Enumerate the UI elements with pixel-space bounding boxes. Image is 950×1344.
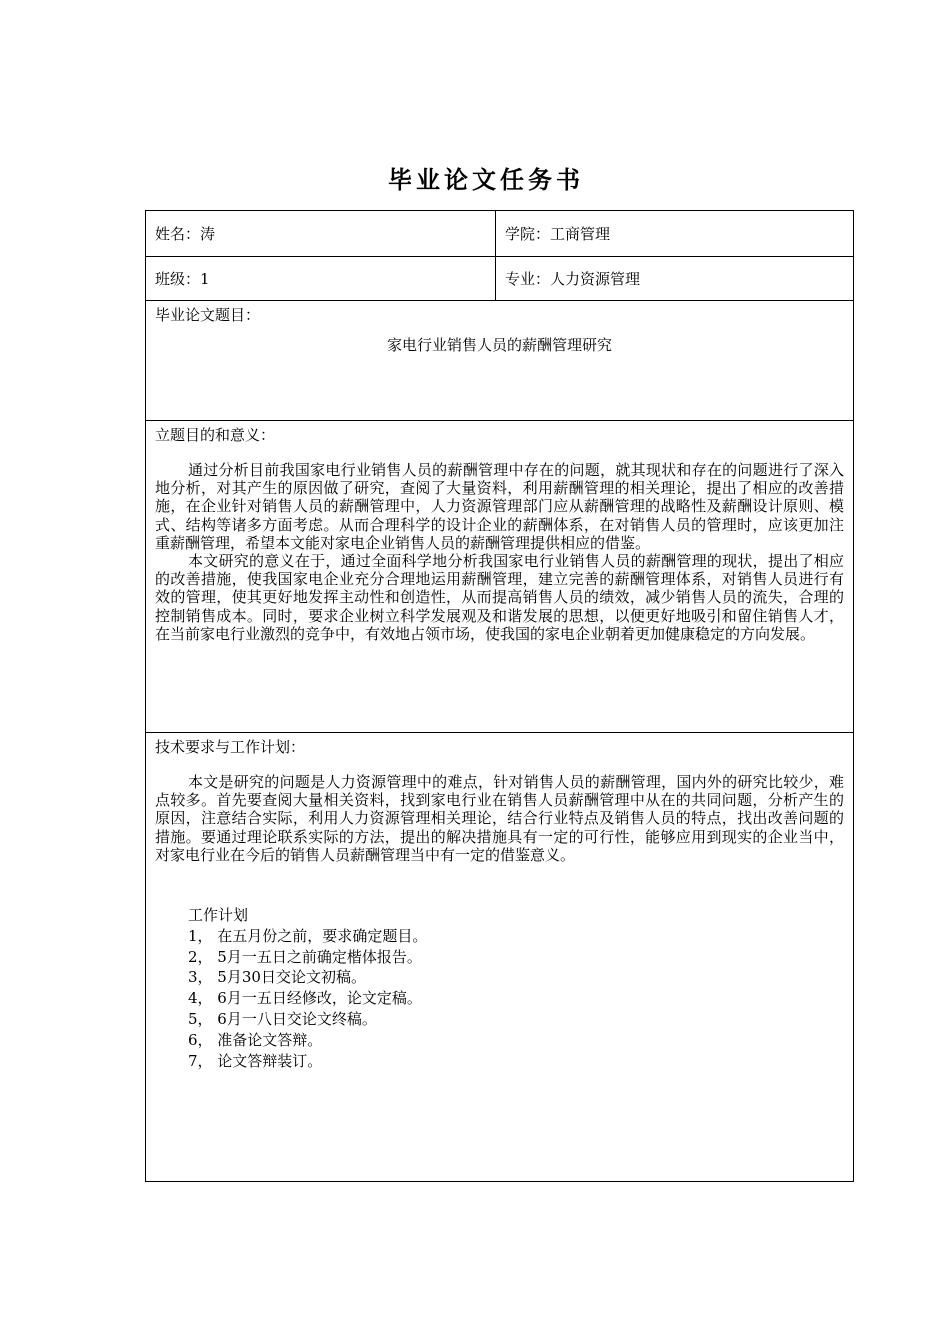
class-cell: 班级：1 bbox=[146, 257, 496, 300]
work-plan-item: 7， 论文答辩装订。 bbox=[188, 1051, 323, 1070]
purpose-body bbox=[155, 461, 844, 643]
work-plan-item: 6， 准备论文答辩。 bbox=[188, 1030, 323, 1049]
college-cell: 学院：工商管理 bbox=[505, 225, 611, 243]
purpose-section bbox=[146, 421, 853, 733]
purpose-paragraph: 本文研究的意义在于，通过全面科学地分析我国家电行业销售人员的薪酬管理的现状，提出了相应的改善措施，使我国家电企业充分合理地运用薪酬管理，建立完善的薪酬管理体系，对销售人员进行有效的管理，使其更好地发挥主动性和创造性，从而提高销售人员的绩效，减少销售人员的流失，合理的控制销售成本。同时，要求企业树立科学发展观及和谐发展的思想，以便更好地吸引和留住销售人才，在当前家电行业激烈的竞争中，有效地占领市场，使我国的家电企业朝着更加健康稳定的方向发展。 bbox=[155, 552, 844, 643]
purpose-label: 立题目的和意义： bbox=[155, 426, 276, 444]
document-title: 毕业论文任务书 bbox=[388, 165, 584, 194]
tech-body bbox=[155, 773, 844, 864]
tech-section bbox=[146, 733, 853, 1183]
tech-paragraph: 本文是研究的问题是人力资源管理中的难点，针对销售人员的薪酬管理，国内外的研究比较少，难点较多。首先要查阅大量相关资料，找到家电行业在销售人员薪酬管理中从在的共同问题，分析产生的原因，注意结合实际，利用人力资源管理相关理论，结合行业特点及销售人员的特点，找出改善问题的措施。要通过理论联系实际的方法，提出的解决措施具有一定的可行性，能够应用到现实的企业当中，对家电行业在今后的销售人员薪酬管理当中有一定的借鉴意义。 bbox=[155, 773, 844, 864]
info-row-1 bbox=[146, 211, 853, 257]
thesis-label: 毕业论文题目： bbox=[155, 306, 261, 324]
work-plan-item: 1， 在五月份之前，要求确定题目。 bbox=[188, 926, 428, 945]
purpose-paragraph: 通过分析目前我国家电行业销售人员的薪酬管理中存在的问题，就其现状和存在的问题进行了深入地分析，对其产生的原因做了研究，查阅了大量资料，利用薪酬管理的相关理论，提出了相应的改善措施，在企业针对销售人员的薪酬管理中，人力资源管理部门应从薪酬管理的战略性及薪酬设计原则、模式、结构等诸多方面考虑。从而合理科学的设计企业的薪酬体系，在对销售人员的管理时，应该更加注重薪酬管理，希望本文能对家电企业销售人员的薪酬管理提供相应的借鉴。 bbox=[155, 461, 844, 552]
work-plan bbox=[188, 905, 427, 1071]
task-form-table bbox=[145, 210, 854, 1182]
thesis-title: 家电行业销售人员的薪酬管理研究 bbox=[386, 336, 612, 354]
major-cell: 专业：人力资源管理 bbox=[505, 270, 641, 288]
work-plan-item: 4， 6月一五日经修改，论文定稿。 bbox=[188, 989, 422, 1008]
name-cell: 姓名：涛 bbox=[146, 211, 496, 256]
work-plan-item: 5， 6月一八日交论文终稿。 bbox=[188, 1009, 377, 1028]
work-plan-item: 3， 5月30日交论文初稿。 bbox=[188, 968, 366, 987]
work-plan-item: 2， 5月一五日之前确定楷体报告。 bbox=[188, 947, 422, 966]
work-plan-title: 工作计划 bbox=[188, 906, 249, 924]
tech-label: 技术要求与工作计划： bbox=[155, 738, 306, 756]
info-row-2 bbox=[146, 257, 853, 301]
thesis-section bbox=[146, 301, 853, 421]
